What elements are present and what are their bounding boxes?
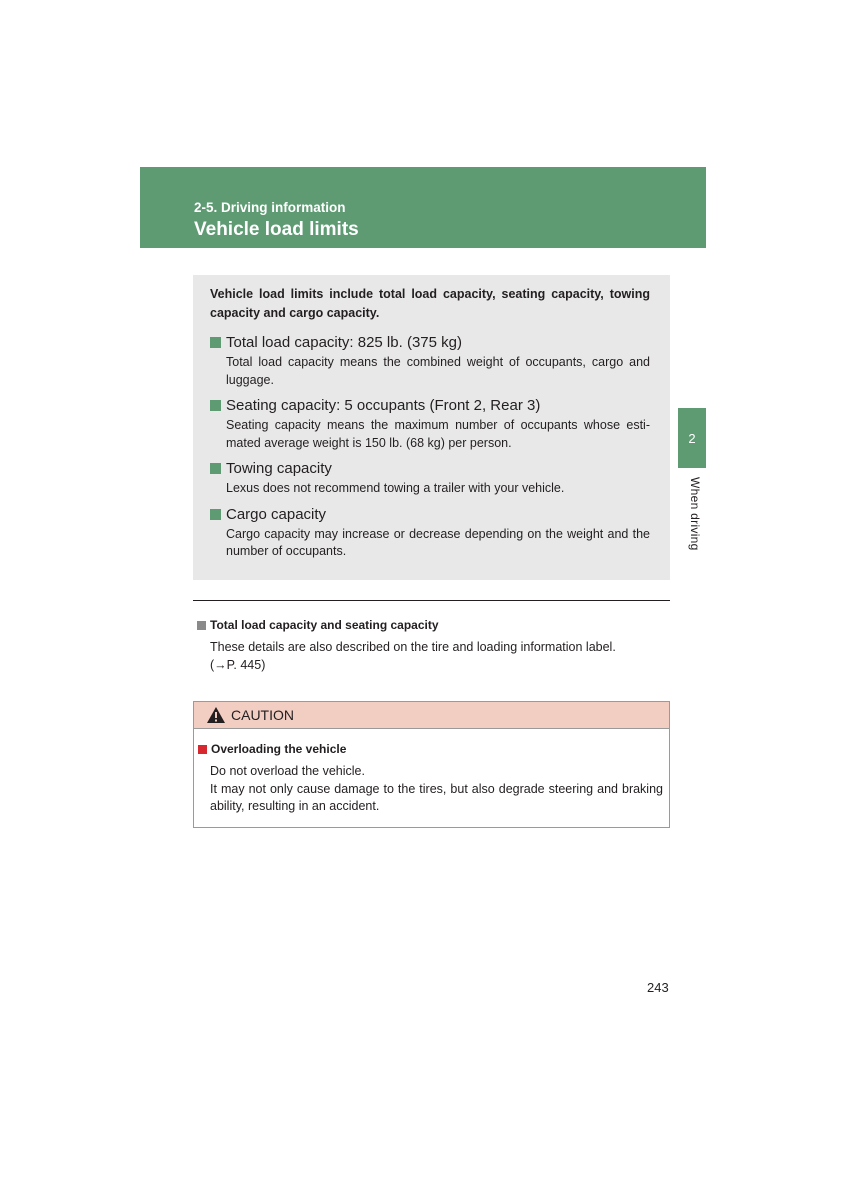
capacity-description: Seating capacity means the maximum number of occupants whose esti-mated average weight is 150 lb. (68 kg) per person.	[226, 418, 650, 450]
capacity-heading-text: Total load capacity: 825 lb. (375 kg)	[226, 334, 462, 351]
capacity-heading	[210, 458, 650, 479]
caution-title: CAUTION	[231, 707, 294, 723]
section-header-band	[140, 167, 706, 248]
caution-subheading	[198, 741, 663, 757]
capacity-heading-text: Cargo capacity	[226, 505, 327, 523]
capacity-heading	[210, 504, 650, 525]
note-body	[210, 639, 667, 674]
capacity-heading-text: Seating capacity: 5 occupants (Front 2, Rear 3)	[226, 397, 541, 414]
summary-intro: Vehicle load limits include total load capacity, seating capacity, towing capacity and cargo capacity.	[210, 287, 650, 320]
green-square-bullet-icon	[210, 400, 221, 411]
caution-line: It may not only cause damage to the tires, but also degrade steering and braking ability, resulting in an accident.	[210, 781, 663, 813]
capacity-description: Lexus does not recommend towing a trailer with your vehicle.	[226, 481, 565, 495]
divider-rule	[193, 600, 670, 601]
green-square-bullet-icon	[210, 337, 221, 348]
capacity-item	[210, 395, 650, 452]
capacity-item	[210, 504, 650, 561]
caution-line: Do not overload the vehicle.	[210, 764, 365, 778]
capacity-description: Total load capacity means the combined weight of occupants, cargo and luggage.	[226, 355, 650, 387]
capacity-description: Cargo capacity may increase or decrease depending on the weight and the number of occupants.	[226, 526, 650, 558]
note-heading-text: Total load capacity and seating capacity	[210, 618, 439, 632]
page-title: Vehicle load limits	[194, 219, 359, 240]
note-heading	[197, 617, 667, 634]
green-square-bullet-icon	[210, 463, 221, 474]
caution-subheading-text: Overloading the vehicle	[211, 742, 347, 756]
caution-content	[194, 729, 669, 816]
capacity-heading	[210, 395, 650, 416]
page-reference-link: (→P. 445)	[210, 657, 266, 672]
red-square-bullet-icon	[198, 745, 207, 754]
capacity-heading-text: Towing capacity	[226, 460, 332, 477]
capacity-item	[210, 332, 650, 389]
caution-header	[194, 702, 669, 729]
green-square-bullet-icon	[210, 509, 221, 520]
caution-box	[193, 701, 670, 828]
gray-square-bullet-icon	[197, 621, 206, 630]
caution-body	[210, 763, 663, 816]
chapter-tab	[678, 408, 706, 468]
capacity-item	[210, 458, 650, 498]
section-label: 2-5. Driving information	[194, 200, 346, 215]
info-note	[197, 617, 667, 674]
note-line: These details are also described on the tire and loading information label.	[210, 640, 616, 654]
page-number: 243	[647, 980, 669, 995]
chapter-label: When driving	[688, 477, 702, 551]
summary-box	[193, 275, 670, 580]
capacity-heading	[210, 332, 650, 353]
chapter-number: 2	[688, 430, 696, 446]
warning-triangle-icon	[206, 706, 226, 724]
